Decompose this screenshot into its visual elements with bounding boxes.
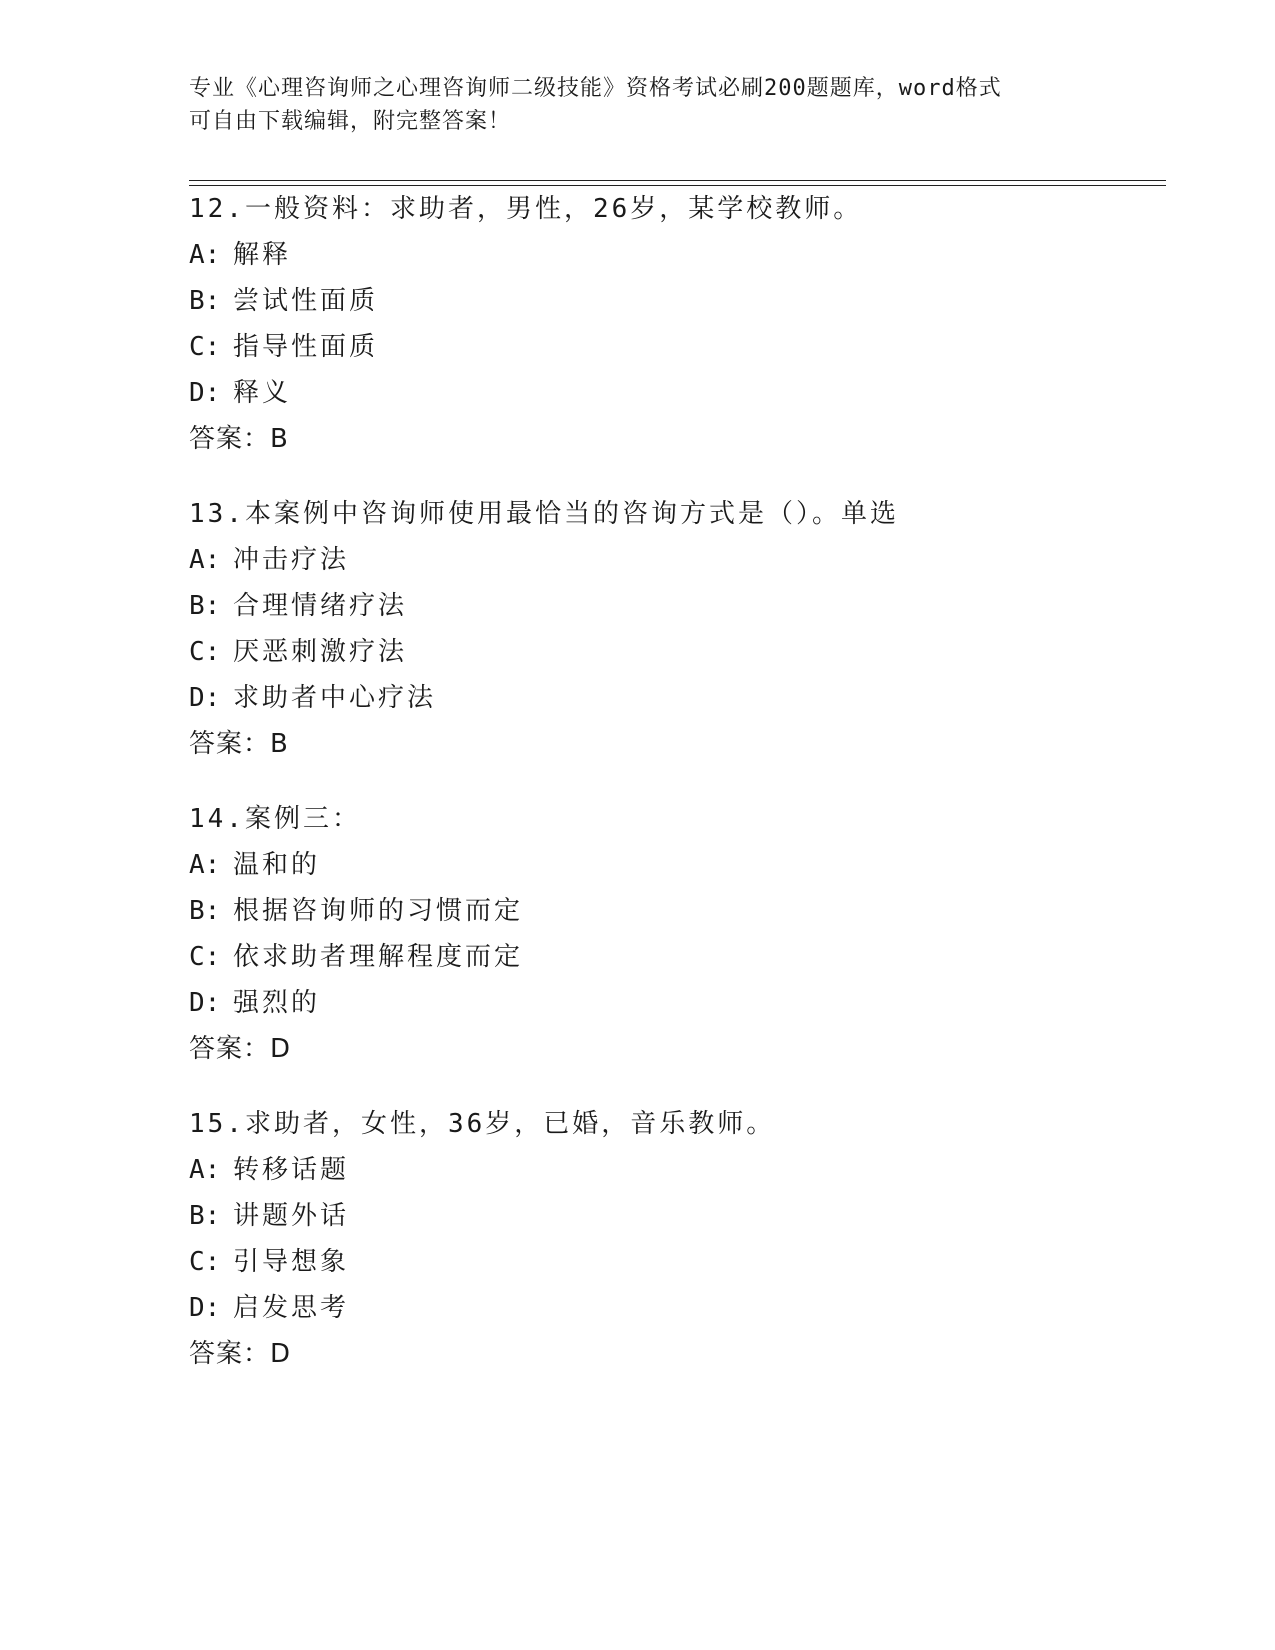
option-letter: C: bbox=[189, 942, 221, 972]
option-text: 强烈的 bbox=[233, 988, 321, 1018]
option-b bbox=[189, 888, 1169, 934]
question-stem: 13.本案例中咨询师使用最恰当的咨询方式是（）。单选 bbox=[189, 499, 899, 529]
option-letter: C: bbox=[189, 637, 221, 667]
question-14 bbox=[189, 796, 1169, 1072]
option-a bbox=[189, 842, 1169, 888]
question-stem: 12.一般资料：求助者，男性，26岁，某学校教师。 bbox=[189, 194, 863, 224]
option-a bbox=[189, 232, 1169, 278]
option-letter: A: bbox=[189, 850, 221, 880]
document-header bbox=[189, 72, 1089, 138]
option-letter: B: bbox=[189, 896, 221, 926]
option-d bbox=[189, 370, 1169, 416]
option-d bbox=[189, 675, 1169, 721]
option-text: 厌恶刺激疗法 bbox=[233, 637, 408, 667]
option-letter: A: bbox=[189, 545, 221, 575]
option-letter: A: bbox=[189, 1155, 221, 1185]
option-letter: D: bbox=[189, 988, 221, 1018]
option-b bbox=[189, 1193, 1169, 1239]
option-text: 引导想象 bbox=[233, 1247, 350, 1277]
question-stem: 15.求助者，女性，36岁，已婚，音乐教师。 bbox=[189, 1109, 776, 1139]
header-divider-top bbox=[189, 180, 1166, 181]
option-a bbox=[189, 537, 1169, 583]
question-stem: 14.案例三： bbox=[189, 804, 361, 834]
question-13 bbox=[189, 491, 1169, 767]
option-text: 温和的 bbox=[233, 850, 321, 880]
option-text: 冲击疗法 bbox=[233, 545, 350, 575]
option-letter: B: bbox=[189, 286, 221, 316]
answer-line: 答案：D bbox=[189, 1339, 292, 1369]
question-12 bbox=[189, 186, 1169, 462]
option-letter: C: bbox=[189, 1247, 221, 1277]
option-c bbox=[189, 324, 1169, 370]
option-text: 尝试性面质 bbox=[233, 286, 379, 316]
option-letter: D: bbox=[189, 1293, 221, 1323]
option-text: 启发思考 bbox=[233, 1293, 350, 1323]
option-text: 依求助者理解程度而定 bbox=[233, 942, 524, 972]
option-a bbox=[189, 1147, 1169, 1193]
option-letter: B: bbox=[189, 1201, 221, 1231]
answer-line: 答案：D bbox=[189, 1034, 292, 1064]
option-c bbox=[189, 934, 1169, 980]
option-letter: C: bbox=[189, 332, 221, 362]
option-letter: D: bbox=[189, 378, 221, 408]
option-text: 释义 bbox=[233, 378, 292, 408]
option-letter: D: bbox=[189, 683, 221, 713]
header-line-2: 可自由下载编辑，附完整答案！ bbox=[189, 109, 512, 134]
answer-line: 答案：B bbox=[189, 729, 289, 759]
option-text: 讲题外话 bbox=[233, 1201, 350, 1231]
option-d bbox=[189, 980, 1169, 1026]
option-c bbox=[189, 1239, 1169, 1285]
option-b bbox=[189, 583, 1169, 629]
option-c bbox=[189, 629, 1169, 675]
option-text: 求助者中心疗法 bbox=[233, 683, 437, 713]
option-text: 转移话题 bbox=[233, 1155, 350, 1185]
answer-line: 答案：B bbox=[189, 424, 289, 454]
question-15 bbox=[189, 1101, 1169, 1377]
option-letter: A: bbox=[189, 240, 221, 270]
option-text: 根据咨询师的习惯而定 bbox=[233, 896, 524, 926]
option-d bbox=[189, 1285, 1169, 1331]
option-b bbox=[189, 278, 1169, 324]
option-text: 合理情绪疗法 bbox=[233, 591, 408, 621]
option-text: 解释 bbox=[233, 240, 292, 270]
option-text: 指导性面质 bbox=[233, 332, 379, 362]
option-letter: B: bbox=[189, 591, 221, 621]
header-line-1: 专业《心理咨询师之心理咨询师二级技能》资格考试必刷200题题库，word格式 bbox=[189, 76, 1002, 101]
